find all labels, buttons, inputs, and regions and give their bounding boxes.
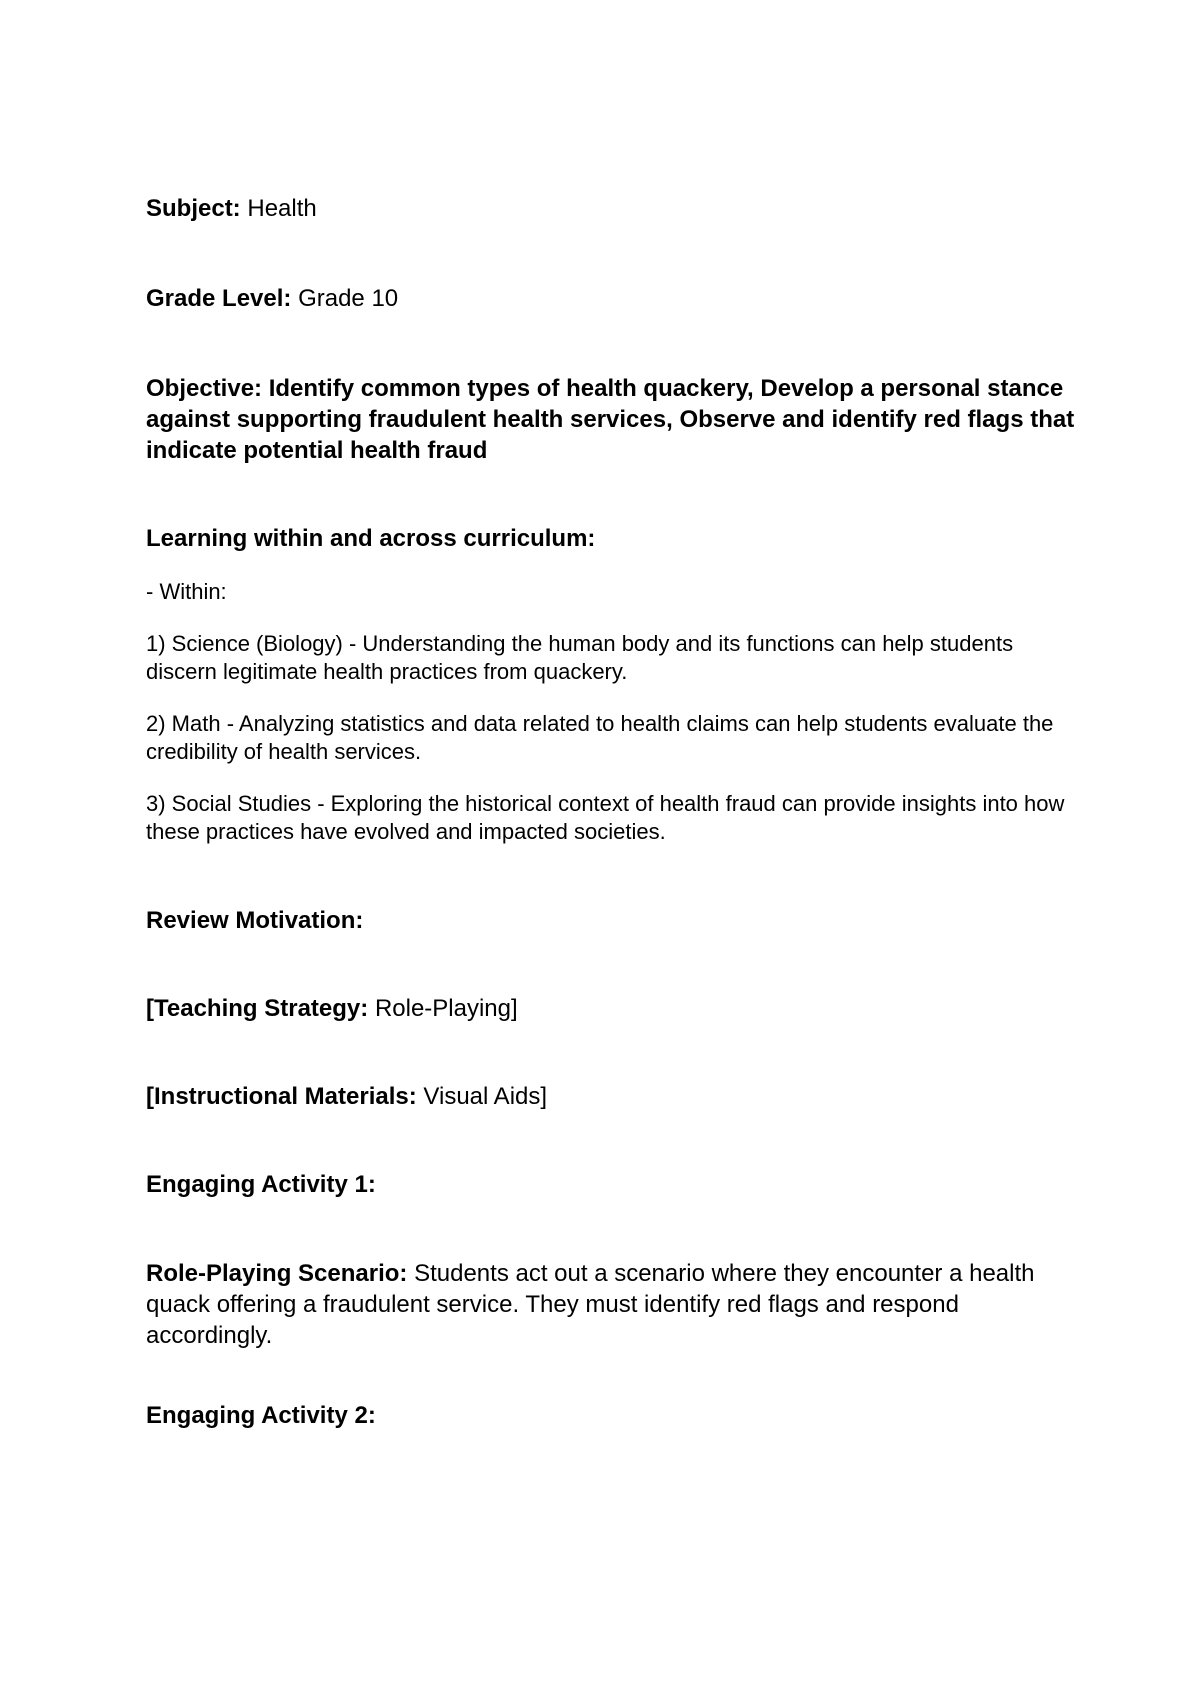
review-motivation-heading: Review Motivation: (146, 907, 364, 934)
subject-label: Subject: (146, 195, 241, 222)
teaching-strategy-label: Teaching Strategy: (154, 995, 369, 1022)
role-playing-scenario-paragraph (146, 1258, 1076, 1351)
teaching-strategy-line (146, 993, 1076, 1024)
engaging-activity-2-heading: Engaging Activity 2: (146, 1402, 376, 1429)
instructional-materials-value: Visual Aids (423, 1083, 541, 1110)
objective-paragraph (146, 373, 1076, 466)
teaching-strategy-open-bracket: [ (146, 995, 154, 1022)
instructional-materials-label: Instructional Materials: (154, 1083, 417, 1110)
instructional-materials-open-bracket: [ (146, 1083, 154, 1110)
learning-item-science: 1) Science (Biology) - Understanding the human body and its functions can help students discern legitimate health practices from quackery. (146, 631, 1014, 684)
subject-value: Health (247, 195, 317, 222)
engaging-activity-1-heading: Engaging Activity 1: (146, 1171, 376, 1198)
grade-level-value: Grade 10 (298, 285, 399, 312)
role-playing-scenario-label: Role-Playing Scenario: (146, 1260, 408, 1287)
teaching-strategy-value: Role-Playing (374, 995, 512, 1022)
within-label: - Within: (146, 579, 227, 604)
role-playing-scenario-text: Students act out a scenario where they encounter a health quack offering a fraudulent service. They must identify red flags and respond accordingly. (146, 1260, 1035, 1349)
grade-level-line (146, 283, 1076, 314)
learning-item-social-studies: 3) Social Studies - Exploring the historical context of health fraud can provide insights into how these practices have evolved and impacted societies. (146, 791, 1065, 844)
learning-heading: Learning within and across curriculum: (146, 525, 596, 552)
learning-item-math: 2) Math - Analyzing statistics and data related to health claims can help students evaluate the credibility of health services. (146, 711, 1054, 764)
objective-label: Objective: (146, 375, 263, 402)
objective-value: Identify common types of health quackery, Develop a personal stance against supporting fraudulent health services, Observe and identify red flags that indicate potential health fraud (146, 375, 1075, 464)
subject-line (146, 193, 1076, 224)
instructional-materials-line (146, 1081, 1076, 1112)
instructional-materials-close-bracket: ] (540, 1083, 548, 1110)
grade-level-label: Grade Level: (146, 285, 292, 312)
teaching-strategy-close-bracket: ] (511, 995, 518, 1022)
